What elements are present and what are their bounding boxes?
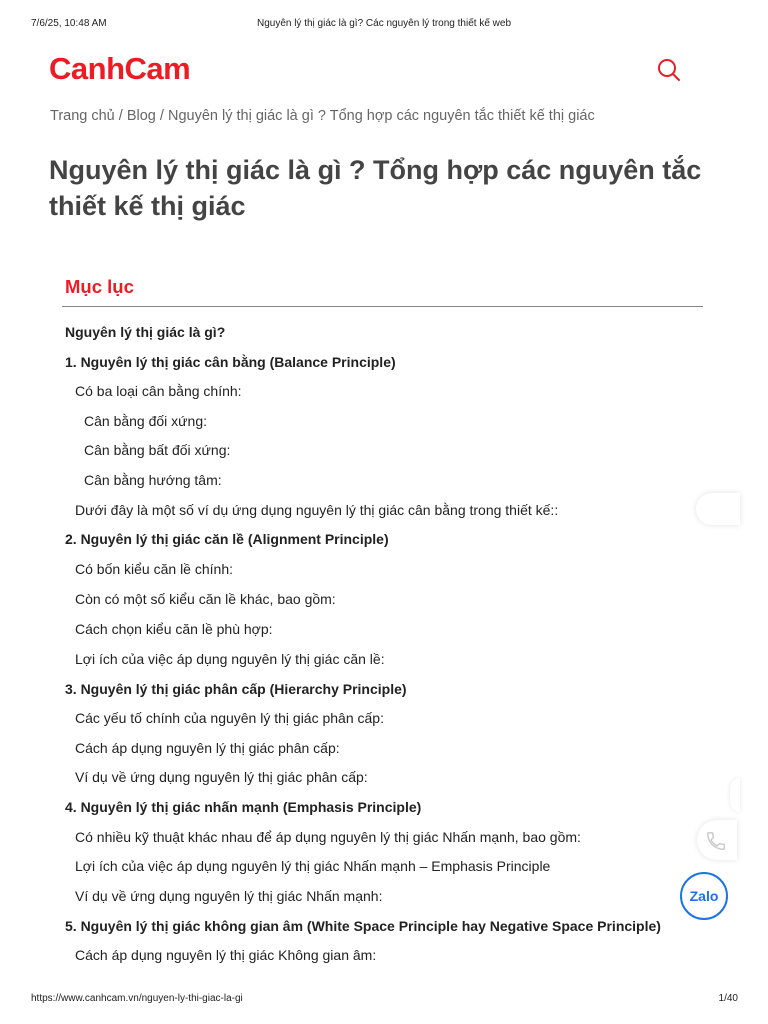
toc-item[interactable]: Các yếu tố chính của nguyên lý thị giác phân cấp: <box>75 710 384 726</box>
toc-item[interactable]: 2. Nguyên lý thị giác căn lề (Alignment Principle) <box>65 531 389 547</box>
toc-item[interactable]: Còn có một số kiểu căn lề khác, bao gồm: <box>75 591 336 607</box>
breadcrumb-separator: / <box>155 108 168 124</box>
toc-divider <box>62 306 703 307</box>
print-page-number: 1/40 <box>718 993 738 1004</box>
toc-item[interactable]: Ví dụ về ứng dụng nguyên lý thị giác Nhấn mạnh: <box>75 888 383 904</box>
floating-side-tab[interactable] <box>696 493 740 525</box>
toc-item[interactable]: Dưới đây là một số ví dụ ứng dụng nguyên lý thị giác cân bằng trong thiết kế:: <box>75 502 559 518</box>
toc-heading: Mục lục <box>65 276 134 297</box>
toc-item[interactable]: 4. Nguyên lý thị giác nhấn mạnh (Emphasis Principle) <box>65 799 422 815</box>
toc-item[interactable]: 5. Nguyên lý thị giác không gian âm (White Space Principle hay Negative Space Principle) <box>65 918 661 934</box>
toc-item[interactable]: Cân bằng bất đối xứng: <box>84 442 231 458</box>
print-footer <box>0 993 768 1007</box>
breadcrumb-home[interactable]: Trang chủ <box>50 108 115 124</box>
print-datetime: 7/6/25, 10:48 AM <box>31 18 107 29</box>
toc-item[interactable]: Cân bằng hướng tâm: <box>84 472 222 488</box>
toc-item[interactable]: Lợi ích của việc áp dụng nguyên lý thị giác căn lề: <box>75 651 385 667</box>
toc-item[interactable]: 3. Nguyên lý thị giác phân cấp (Hierarchy Principle) <box>65 681 407 697</box>
floating-side-tab-edge[interactable] <box>730 778 740 812</box>
toc-item[interactable]: Lợi ích của việc áp dụng nguyên lý thị giác Nhấn mạnh – Emphasis Principle <box>75 858 551 874</box>
print-url: https://www.canhcam.vn/nguyen-ly-thi-giac-la-gi <box>31 993 243 1004</box>
page-title: Nguyên lý thị giác là gì ? Tổng hợp các nguyên tắc thiết kế thị giác <box>49 155 702 221</box>
toc-item[interactable]: Có ba loại cân bằng chính: <box>75 383 242 399</box>
toc-item[interactable]: Nguyên lý thị giác là gì? <box>65 324 226 340</box>
zalo-chat-button[interactable] <box>680 872 728 920</box>
breadcrumb-current: Nguyên lý thị giác là gì ? Tổng hợp các nguyên tắc thiết kế thị giác <box>167 108 595 124</box>
breadcrumb <box>50 108 595 124</box>
breadcrumb-separator: / <box>114 108 127 124</box>
toc-item[interactable]: 1. Nguyên lý thị giác cân bằng (Balance Principle) <box>65 354 396 370</box>
print-header <box>0 18 768 32</box>
toc-item[interactable]: Ví dụ về ứng dụng nguyên lý thị giác phân cấp: <box>75 769 368 785</box>
breadcrumb-blog[interactable]: Blog <box>126 108 156 124</box>
phone-button[interactable] <box>697 820 737 860</box>
toc-item[interactable]: Có nhiều kỹ thuật khác nhau để áp dụng nguyên lý thị giác Nhấn mạnh, bao gồm: <box>75 829 581 845</box>
phone-icon <box>705 830 727 852</box>
zalo-label: Zalo <box>689 888 719 904</box>
toc-item[interactable]: Cách áp dụng nguyên lý thị giác phân cấp: <box>75 740 340 756</box>
toc-item[interactable]: Cách áp dụng nguyên lý thị giác Không gian âm: <box>75 947 377 963</box>
site-logo[interactable]: CanhCam <box>49 51 191 86</box>
print-page-title: Nguyên lý thị giác là gì? Các nguyên lý trong thiết kế web <box>256 18 512 29</box>
search-icon <box>655 56 683 84</box>
toc-item[interactable]: Cân bằng đối xứng: <box>84 413 208 429</box>
toc-item[interactable]: Có bốn kiểu căn lề chính: <box>75 561 233 577</box>
toc-item[interactable]: Cách chọn kiểu căn lề phù hợp: <box>75 621 273 637</box>
search-button[interactable] <box>655 56 683 84</box>
